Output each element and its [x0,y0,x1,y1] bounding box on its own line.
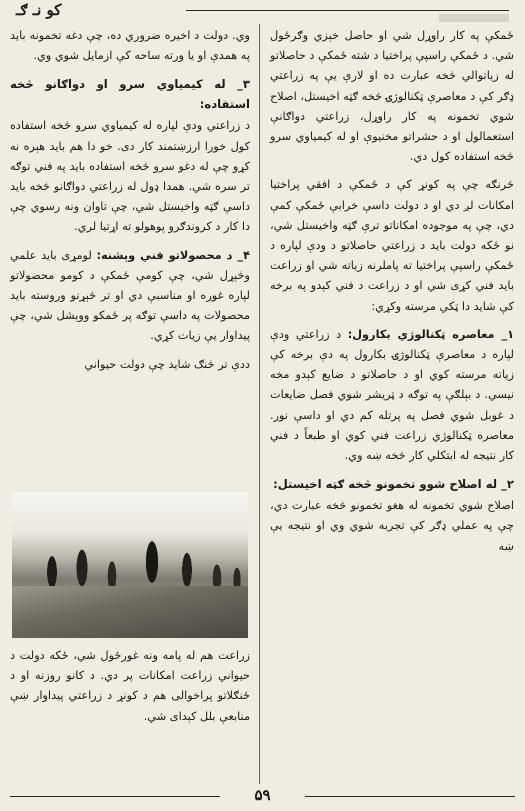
page-header [6,0,519,22]
paragraph-text: د زراعتي ودې لپاره د معاصرې ټکنالوژۍ بکارول په دې برخه کې زیاته مرسته کوي او د حاصلاتو د ضایع کېدو مخه نیسي. د بېلګې په توګه د ټریشر شوي فصل ضایعات د غوبل شوي فصل په پرتله کم دي او داسې نور. معاصره ټکنالوژي زراعت فني کوي او طبعاً د فني کار نتیجه له ابتکلي کار څخه ښه وي. [270,327,514,463]
field-ground [12,586,248,638]
header-tab-shade [439,14,509,22]
paragraph-with-heading [270,325,514,466]
paragraph: د زراعتي ودې لپاره له کیمیاوي سرو څخه استفاده کول خورا ارزښتمند کار دی. خو دا هم باید هېره نه کړو چې له دغو سرو څخه استفاده باید په فني توګه تر سره شي. همدا ډول له زراعتي دواګانو څخه باید داسې ګټه واخیستل شي، چې تاوان ونه رسوي چې دا کار د کروندګرو پوهولو ته اړتیا لري. [10,119,250,234]
paragraph: اصلاح شوي تخمونه له هغو تخمونو څخه عبارت دي، چې په عملي ډګر کې تجربه شوي وي او نتیجه یې ښه [270,499,514,553]
paragraph: ددې تر څنګ شاید چې دولت حیواني [84,357,250,371]
header-rule [186,10,509,11]
section-heading: ۴_ د محصولاتو فني وېشنه: [96,248,250,262]
footer-rule-right [305,796,515,797]
paragraph-with-heading [10,246,250,347]
left-column [10,26,250,383]
paragraph-text: لومړی باید علمي وڅېړل شي، چې کومې ځمکې د کومو محصولاتو لپاره غوره او مناسبې دي او تر څېړنو وروسته باید محصولات په داسې توګه پر ځمکو ووېشل شي، چې پیداوار یې زیات کړي. [10,248,250,343]
section-heading: ۳_ له کیمیاوي سرو او دواګانو څخه استفاده: [10,77,250,112]
paragraph: وي. دولت د اخیره ضروري ده، چې دغه تخمونه باید په همدې او یا ورته ساحه کې ازمایل شوي وي. [10,29,250,63]
paragraph: څرنګه چې په کونړ کې د ځمکې د افقي پراختیا امکانات لږ دي او د دولت داسې خرابې ځمکې کمې دي، چې په موجوده امکاناتو ترې ګټه واخیستل شي، نو ځکه دولت باید د زراعتي حاصلاتو د ودې لپاره د ځمکې راسپې پراختیا ته پاملرنه زیاته شي او زراعت باید فني کړی شي او د زراعت د فني کېدو په برخه کې شاید دا ټکي مرسته وکړي: [270,178,514,313]
magazine-brand: کو نـ ګـ [16,1,62,19]
forest-photo [12,492,248,638]
section-heading: ۲_ له اصلاح شوو تخمونو څخه ګټه اخیستل: [273,477,514,492]
paragraph: زراعت هم له پامه ونه غورځول شي، ځکه دولت د حیواني زراعت امکانات پر دي. د کانو روزنه او د ځنګلاتو پراخوالی هم د کونړ د زراعتي پیداوار ښې منابعې بلل کېدای شي. [10,649,250,723]
page-footer [0,784,525,811]
right-column [270,26,514,565]
column-divider [259,24,260,784]
left-column-bottom [10,646,250,735]
paragraph: ځمکې په کار راوړل شي او حاصل خېزي وګرځول شي. د ځمکې راسپې پراختیا د شته ځمکې د حاصلاتو له زیاتوالي څخه عبارت ده او لارې یې په زراعتي ډګر کې د معاصرې ټکنالوژۍ څخه ګټه اخیستل، اصلاح شوي تخمونه په کار راوړل، زراعتي دواګانې استعمالول او د حشراتو مخنیوې او له کیمیاوي سرو څخه استفاده کول دي. [270,29,514,164]
page-number: ۵۹ [254,786,271,804]
section-heading: ۱_ معاصره ټکنالوژي بکارول: [347,327,515,341]
